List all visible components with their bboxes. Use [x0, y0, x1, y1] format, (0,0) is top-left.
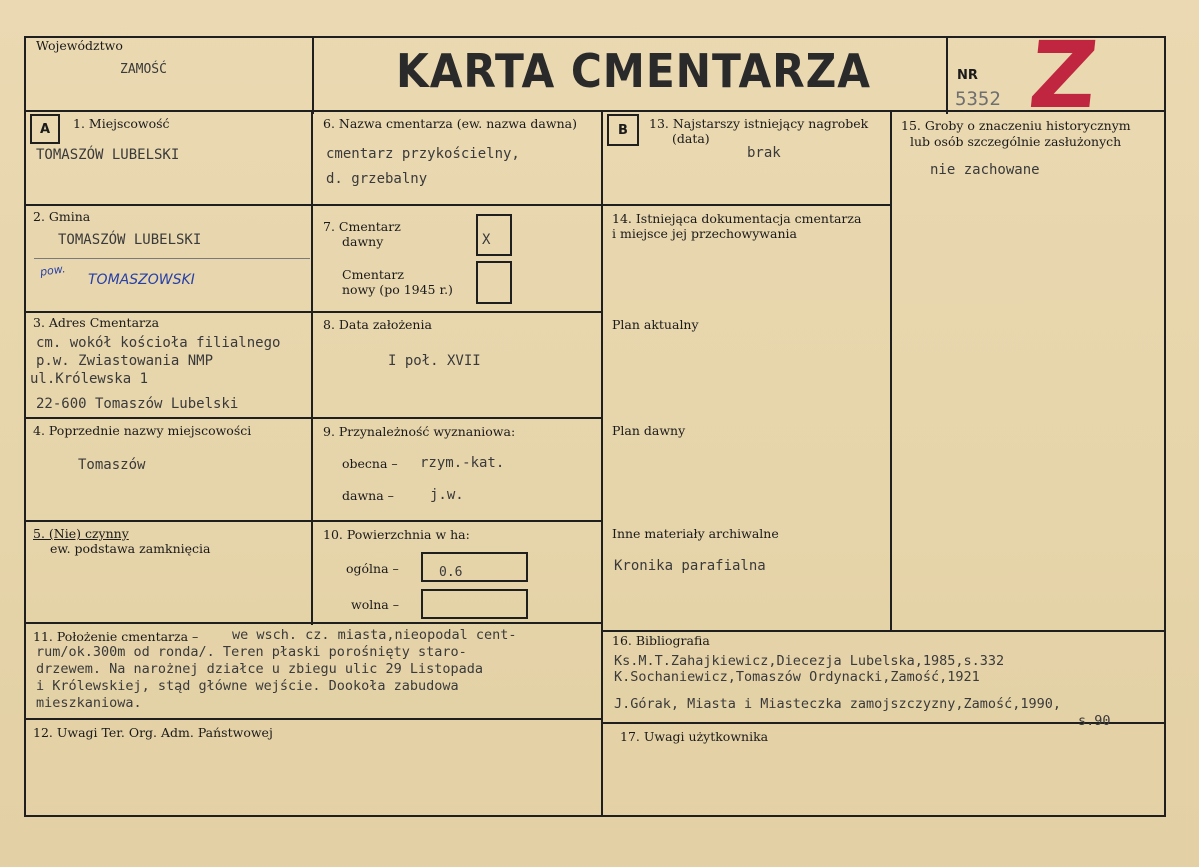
przynaleznosc-label: 9. Przynależność wyznaniowa: — [323, 424, 516, 439]
divider — [24, 311, 603, 313]
nazwa-line: cmentarz przykościelny, — [326, 146, 520, 162]
bibliografia-label: 16. Bibliografia — [612, 633, 710, 648]
section-a-marker: A — [30, 114, 60, 144]
poprzednie-value: Tomaszów — [78, 457, 146, 473]
data-value: I poł. XVII — [388, 353, 481, 369]
nazwa-label: 6. Nazwa cmentarza (ew. nazwa dawna) — [323, 116, 577, 131]
dokumentacja-label: i miejsce jej przechowywania — [612, 226, 797, 241]
powiat-prefix: pow. — [39, 262, 67, 279]
nagrobek-label: 13. Najstarszy istniejący nagrobek — [649, 116, 869, 131]
polozenie-line: mieszkaniowa. — [36, 695, 142, 711]
nr-label: NR — [957, 68, 978, 83]
ogolna-value-box[interactable]: 0.6 — [421, 552, 528, 582]
adres-line: 22-600 Tomaszów Lubelski — [36, 396, 239, 412]
frame-right — [1164, 36, 1166, 817]
plan-aktualny-label: Plan aktualny — [612, 317, 699, 332]
polozenie-label: 11. Położenie cmentarza – — [33, 629, 199, 644]
czynny-sub-label: ew. podstawa zamknięcia — [50, 541, 211, 556]
inne-value: Kronika parafialna — [614, 558, 766, 574]
groby-label: lub osób szczególnie zasłużonych — [910, 134, 1122, 149]
divider — [601, 630, 1166, 632]
bibliografia-line: J.Górak, Miasta i Miasteczka zamojszczyzny,Zamość,1990, — [614, 696, 1062, 712]
divider — [890, 110, 892, 630]
dawna-label: dawna – — [342, 488, 394, 503]
ogolna-label: ogólna – — [346, 561, 399, 576]
adres-label: 3. Adres Cmentarza — [33, 315, 160, 330]
wolna-label: wolna – — [351, 597, 399, 612]
gmina-label: 2. Gmina — [33, 209, 91, 224]
divider — [601, 204, 891, 206]
bibliografia-line: s.90 — [1078, 713, 1111, 729]
cmentarz-label: 7. Cmentarz — [323, 219, 401, 234]
nazwa-line: d. grzebalny — [326, 171, 428, 187]
polozenie-line: rum/ok.300m od ronda/. Teren płaski porośnięty staro- — [36, 644, 467, 660]
bibliografia-line: K.Sochaniewicz,Tomaszów Ordynacki,Zamość,1921 — [614, 669, 980, 685]
divider — [24, 417, 603, 419]
card-number: 5352 — [955, 88, 1001, 110]
divider — [24, 110, 1166, 112]
frame-top — [24, 36, 1166, 38]
nowy-checkbox[interactable] — [476, 261, 512, 304]
divider — [311, 110, 313, 625]
frame-left — [24, 36, 26, 817]
polozenie-line: we wsch. cz. miasta,nieopodal cent- — [232, 627, 517, 643]
divider — [946, 36, 948, 114]
gmina-value: TOMASZÓW LUBELSKI — [58, 232, 202, 248]
obecna-value: rzym.-kat. — [420, 455, 505, 471]
powiat-value: TOMASZOWSKI — [88, 272, 195, 288]
uwagi-uzytkownika-label: 17. Uwagi użytkownika — [620, 729, 769, 744]
data-label: 8. Data założenia — [323, 317, 432, 332]
dawna-value: j.w. — [430, 487, 464, 503]
plan-dawny-label: Plan dawny — [612, 423, 686, 438]
nagrobek-label-data: (data) — [672, 131, 710, 146]
dokumentacja-label: 14. Istniejąca dokumentacja cmentarza — [612, 211, 862, 226]
inne-label: Inne materiały archiwalne — [612, 526, 779, 541]
groby-value: nie zachowane — [930, 162, 1040, 178]
divider — [24, 718, 603, 720]
divider — [24, 520, 603, 522]
bibliografia-line: Ks.M.T.Zahajkiewicz,Diecezja Lubelska,1985,s.332 — [614, 653, 1005, 669]
nowy-label: nowy (po 1945 r.) — [342, 282, 453, 297]
stamp-letter: Z — [1024, 22, 1103, 129]
divider — [24, 622, 603, 624]
frame-bottom — [24, 815, 1166, 817]
wojewodztwo-label: Województwo — [36, 38, 123, 53]
divider — [34, 258, 310, 259]
miejscowosc-label: 1. Miejscowość — [73, 116, 170, 131]
wojewodztwo-value: ZAMOŚĆ — [120, 62, 167, 77]
obecna-label: obecna – — [342, 456, 398, 471]
nowy-label: Cmentarz — [342, 267, 404, 282]
adres-line: p.w. Zwiastowania NMP — [36, 353, 214, 369]
miejscowosc-value: TOMASZÓW LUBELSKI — [36, 147, 180, 163]
groby-label: 15. Groby o znaczeniu historycznym — [901, 118, 1131, 133]
divider — [601, 110, 603, 815]
nagrobek-value: brak — [747, 145, 781, 161]
section-b-marker: B — [607, 114, 639, 146]
powierzchnia-label: 10. Powierzchnia w ha: — [323, 527, 470, 542]
uwagi-ter-label: 12. Uwagi Ter. Org. Adm. Państwowej — [33, 725, 273, 740]
divider — [24, 204, 603, 206]
polozenie-line: i Królewskiej, stąd główne wejście. Dookoła zabudowa — [36, 678, 459, 694]
dawny-checkbox[interactable]: X — [476, 214, 512, 256]
adres-line: ul.Królewska 1 — [30, 371, 149, 387]
divider — [312, 36, 314, 114]
polozenie-line: drzewem. Na narożnej działce u zbiegu ulic 29 Listopada — [36, 661, 484, 677]
dawny-label: dawny — [342, 234, 384, 249]
czynny-label: 5. (Nie) czynny — [33, 526, 129, 541]
wolna-value-box[interactable] — [421, 589, 528, 619]
poprzednie-label: 4. Poprzednie nazwy miejscowości — [33, 423, 252, 438]
page-title: KARTA CMENTARZA — [396, 44, 871, 98]
adres-line: cm. wokół kościoła filialnego — [36, 335, 281, 351]
